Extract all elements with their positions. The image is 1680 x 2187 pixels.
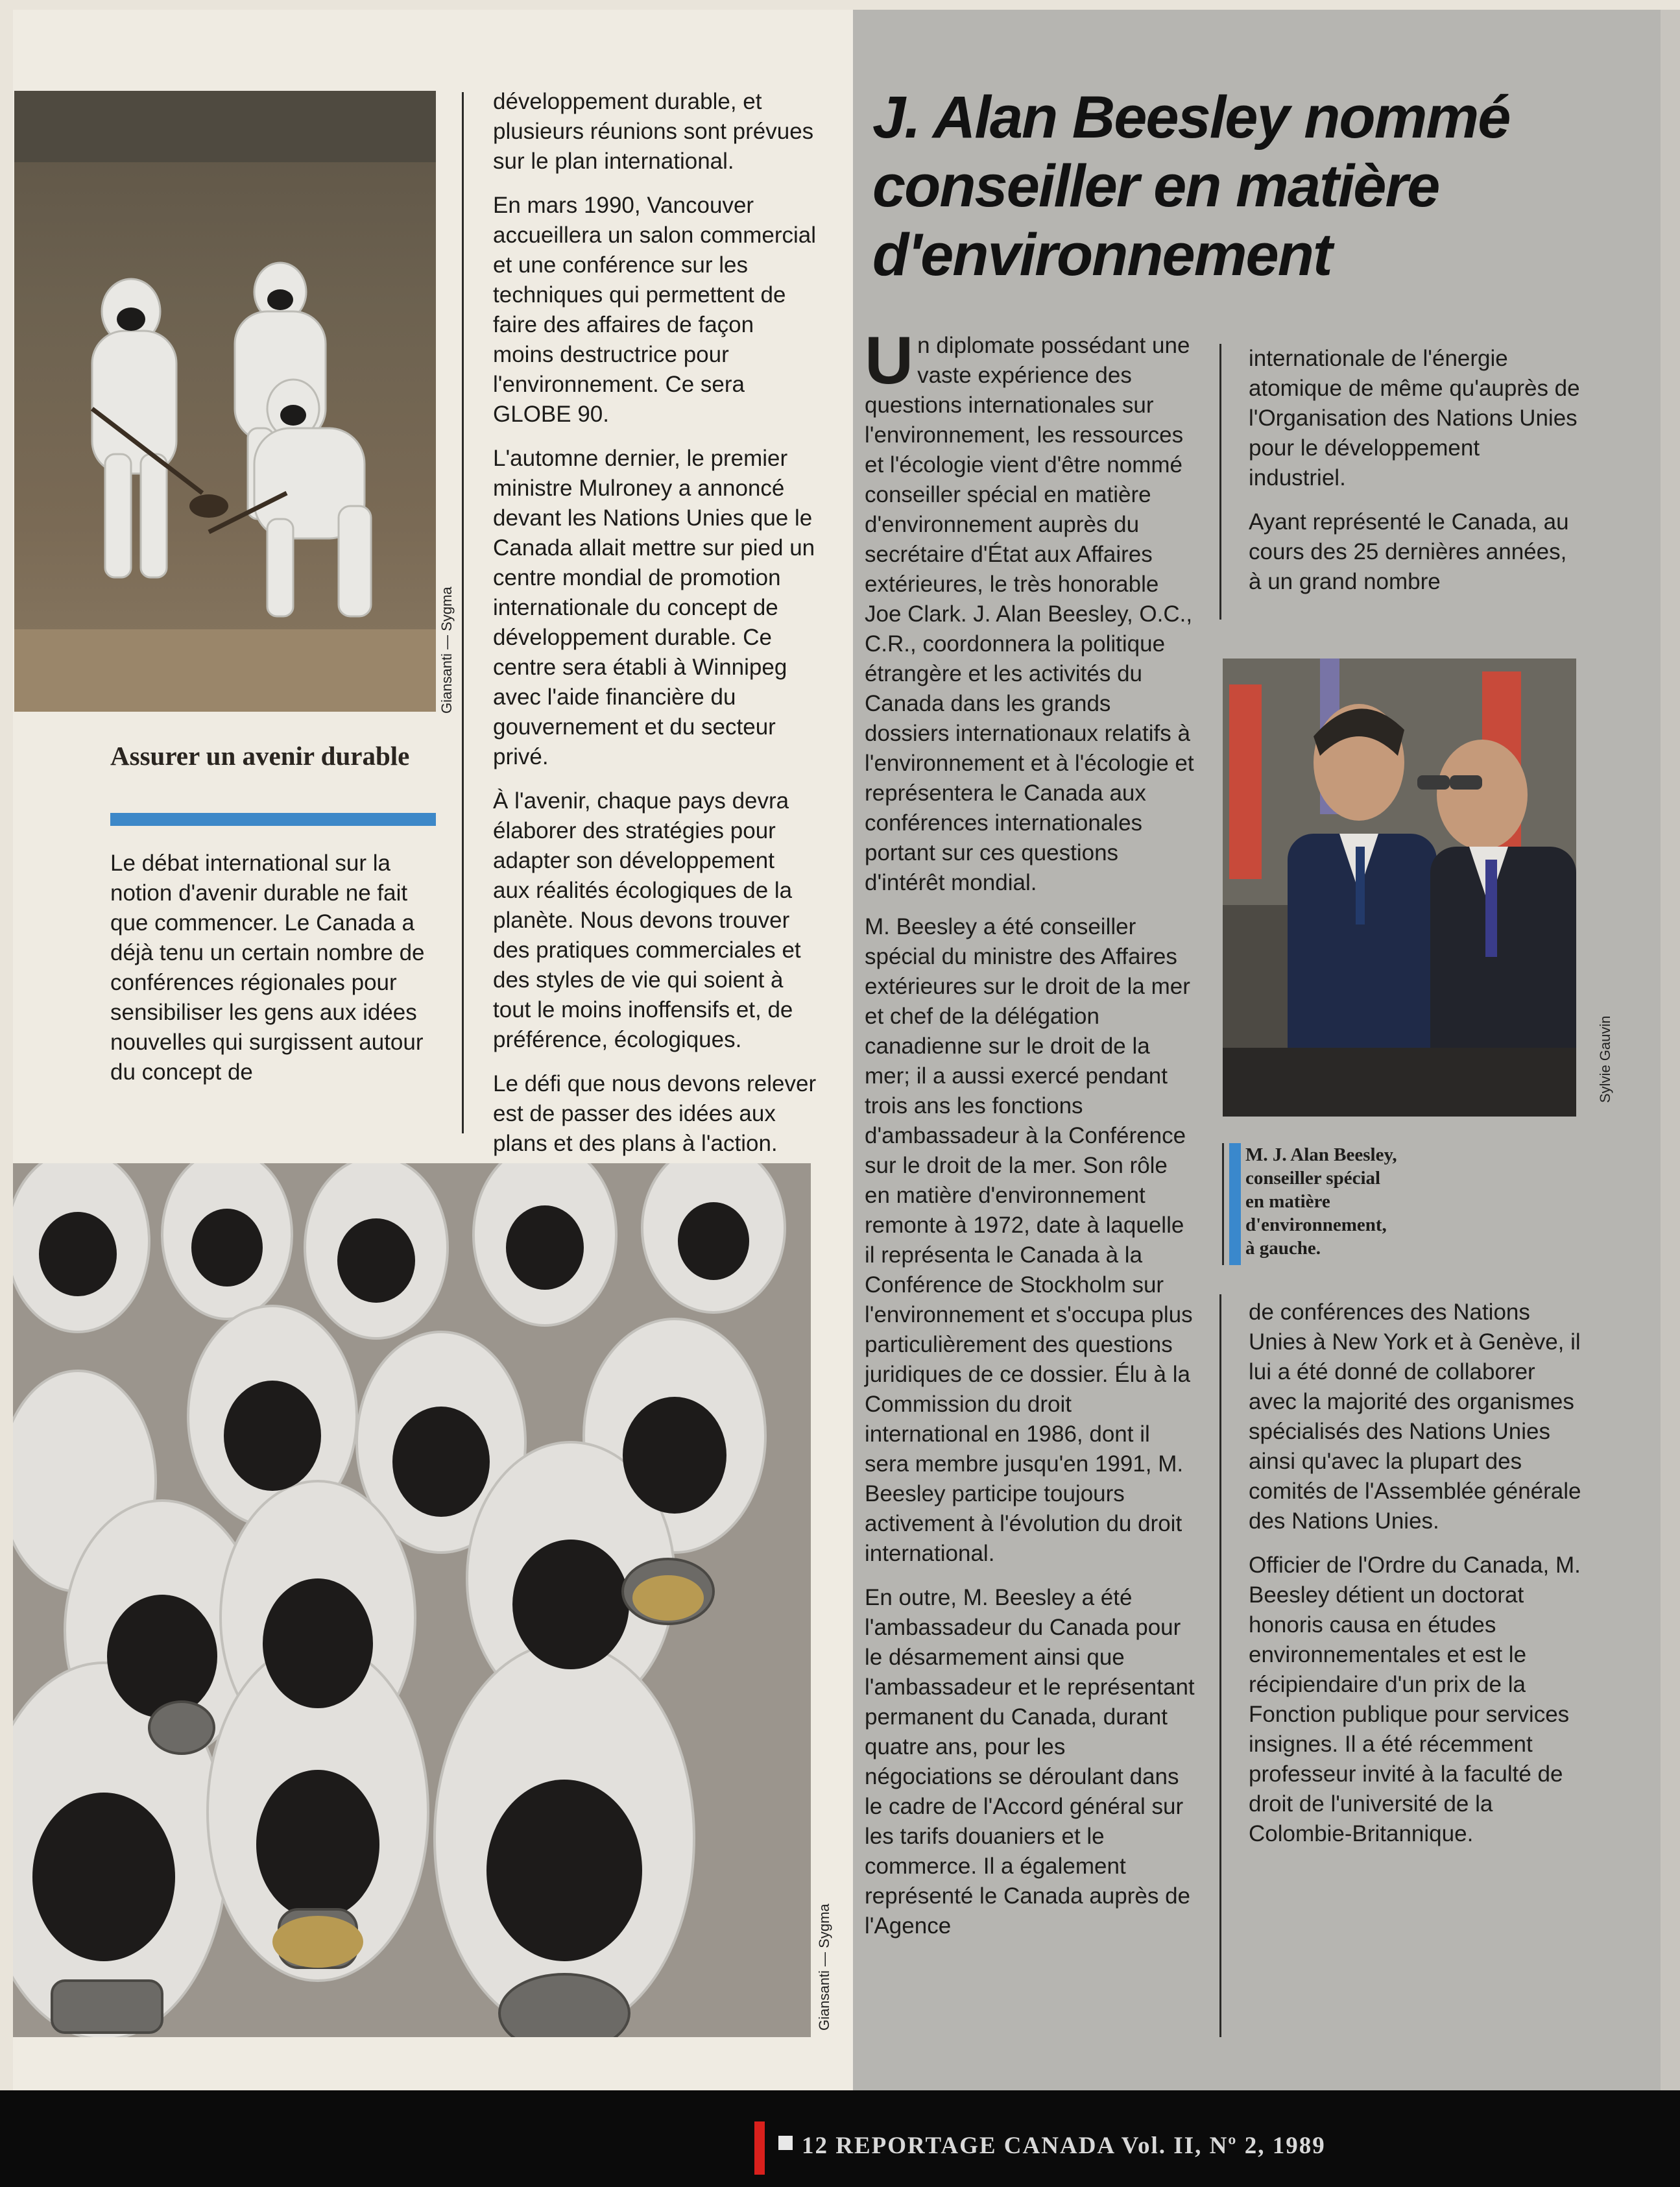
photo-workers-field	[14, 91, 436, 712]
photo-beesley	[1223, 659, 1576, 1117]
sidebar-continued-column	[493, 87, 817, 1173]
sidebar-accent-bar	[110, 813, 436, 826]
sidebar-text	[110, 849, 435, 1102]
footer-red-mark	[754, 2121, 765, 2175]
photo-credit-bottom-left: Giansanti — Sygma	[816, 1903, 832, 2031]
caption-accent-bar	[1229, 1143, 1241, 1265]
article-paragraph: de conférences des Nations Unies à New York et à Genève, il lui a été donné de collaborer avec la majorité des organismes spécialisés des Nations Unies ainsi qu'avec la plupart des comités de l'Assemblée générale des Nations Unies.	[1249, 1299, 1581, 1534]
article-lead-paragraph	[865, 323, 1199, 898]
caption-rule	[1222, 1143, 1224, 1265]
footer-text: 12 REPORTAGE CANADA Vol. II, Nº 2, 1989	[802, 2133, 1326, 2159]
sidebar-cont-paragraph: À l'avenir, chaque pays devra élaborer des stratégies pour adapter son développement aux réalités écologiques de la planète. Nous devons trouver des pratiques commerciales et des styles de vie qui soient à tout le moins inoffensifs et, de préférence, écologiques.	[493, 788, 801, 1052]
photo-caption: M. J. Alan Beesley, conseiller spécial en matière d'environnement, à gauche.	[1245, 1144, 1397, 1259]
footer-square-icon	[778, 2136, 793, 2150]
photo-credit-right: Sylvie Gauvin	[1597, 1015, 1613, 1103]
article-paragraph: Officier de l'Ordre du Canada, M. Beesley détient un doctorat honoris causa en études environnementales et est le récipiendaire d'un prix de la Fonction publique pour services insignes. Il a été récemment professeur invité à la faculté de droit de l'université de la Colombie-Britannique.	[1249, 1553, 1581, 1846]
drop-cap: U	[865, 323, 914, 398]
footer-folio	[802, 2132, 1326, 2160]
sidebar-cont-paragraph: Le défi que nous devons relever est de passer des idées aux plans et des plans à l'action.	[493, 1071, 817, 1156]
article-headline: J. Alan Beesley nommé conseiller en matière d'environnement	[872, 84, 1510, 288]
sidebar-heading: Assurer un avenir durable	[110, 741, 410, 771]
page-edge	[1661, 10, 1680, 2092]
column-rule	[462, 92, 464, 1133]
article-paragraph: internationale de l'énergie atomique de même qu'auprès de l'Organisation des Nations Unies pour le développement industriel.	[1249, 346, 1580, 490]
sidebar-paragraph: Le débat international sur la notion d'avenir durable ne fait que commencer. Le Canada a déjà tenu un certain nombre de conférences régionales pour sensibiliser les gens aux idées nouvelles qui surgissent autour du concept de	[110, 851, 425, 1085]
article-column-2-top	[1249, 344, 1583, 611]
sidebar-cont-paragraph: En mars 1990, Vancouver accueillera un salon commercial et une conférence sur les techniques qui permettent de faire des affaires de façon moins destructrice pour l'environnement. Ce sera GLOBE 90.	[493, 193, 816, 427]
article-column-2-bottom	[1249, 1298, 1583, 1863]
sidebar-cont-paragraph: développement durable, et plusieurs réunions sont prévues sur le plan international.	[493, 89, 814, 174]
photo-beesley-image	[1223, 659, 1576, 1117]
photo-gas-mask-crowd-image	[13, 1163, 811, 2037]
article-lead-text: n diplomate possédant une vaste expérience des questions internationales sur l'environnement, les ressources et l'écologie vient d'être nommé conseiller spécial en matière d'environnement auprès du secrétaire d'État aux Affaires extérieures, le très honorable Joe Clark. J. Alan Beesley, O.C., C.R., coordonnera la politique étrangère et les activités du Canada dans les grands dossiers internationaux relatifs à l'environnement et à l'écologie et représentera le Canada aux conférences internationales portant sur ces questions d'intérêt mondial.	[865, 333, 1194, 895]
article-column-1	[865, 323, 1199, 1955]
photo-workers-field-image	[14, 91, 436, 712]
column-rule	[1219, 1294, 1221, 2037]
column-rule	[1219, 344, 1221, 620]
sidebar-cont-paragraph: L'automne dernier, le premier ministre Mulroney a annoncé devant les Nations Unies que le Canada allait mettre sur pied un centre mondial de promotion internationale du concept de développement durable. Ce centre sera établi à Winnipeg avec l'aide financière du gouvernement et du secteur privé.	[493, 446, 815, 769]
article-paragraph: M. Beesley a été conseiller spécial du ministre des Affaires extérieures sur le droit de la mer et chef de la délégation canadienne sur le droit de la mer; il a aussi exercé pendant trois ans les fonctions d'ambassadeur à la Conférence sur le droit de la mer. Son rôle en matière d'environnement remonte à 1972, date à laquelle il représenta le Canada à la Conférence de Stockholm sur l'environnement et s'occupa plus particulièrement des questions juridiques de ce dossier. Élu à la Commission du droit international en 1986, dont il sera membre jusqu'en 1991, M. Beesley participe toujours activement à l'évolution du droit international.	[865, 914, 1193, 1566]
article-paragraph: En outre, M. Beesley a été l'ambassadeur du Canada pour le désarmement ainsi que l'ambassadeur et le représentant permanent du Canada, durant quatre ans, pour les négociations se déroulant dans le cadre de l'Accord général sur les tarifs douaniers et le commerce. Il a également représenté le Canada auprès de l'Agence	[865, 1585, 1195, 1939]
photo-gas-mask-crowd	[13, 1163, 811, 2037]
photo-credit-top-left: Giansanti — Sygma	[438, 586, 455, 714]
article-paragraph: Ayant représenté le Canada, au cours des 25 dernières années, à un grand nombre	[1249, 509, 1569, 594]
